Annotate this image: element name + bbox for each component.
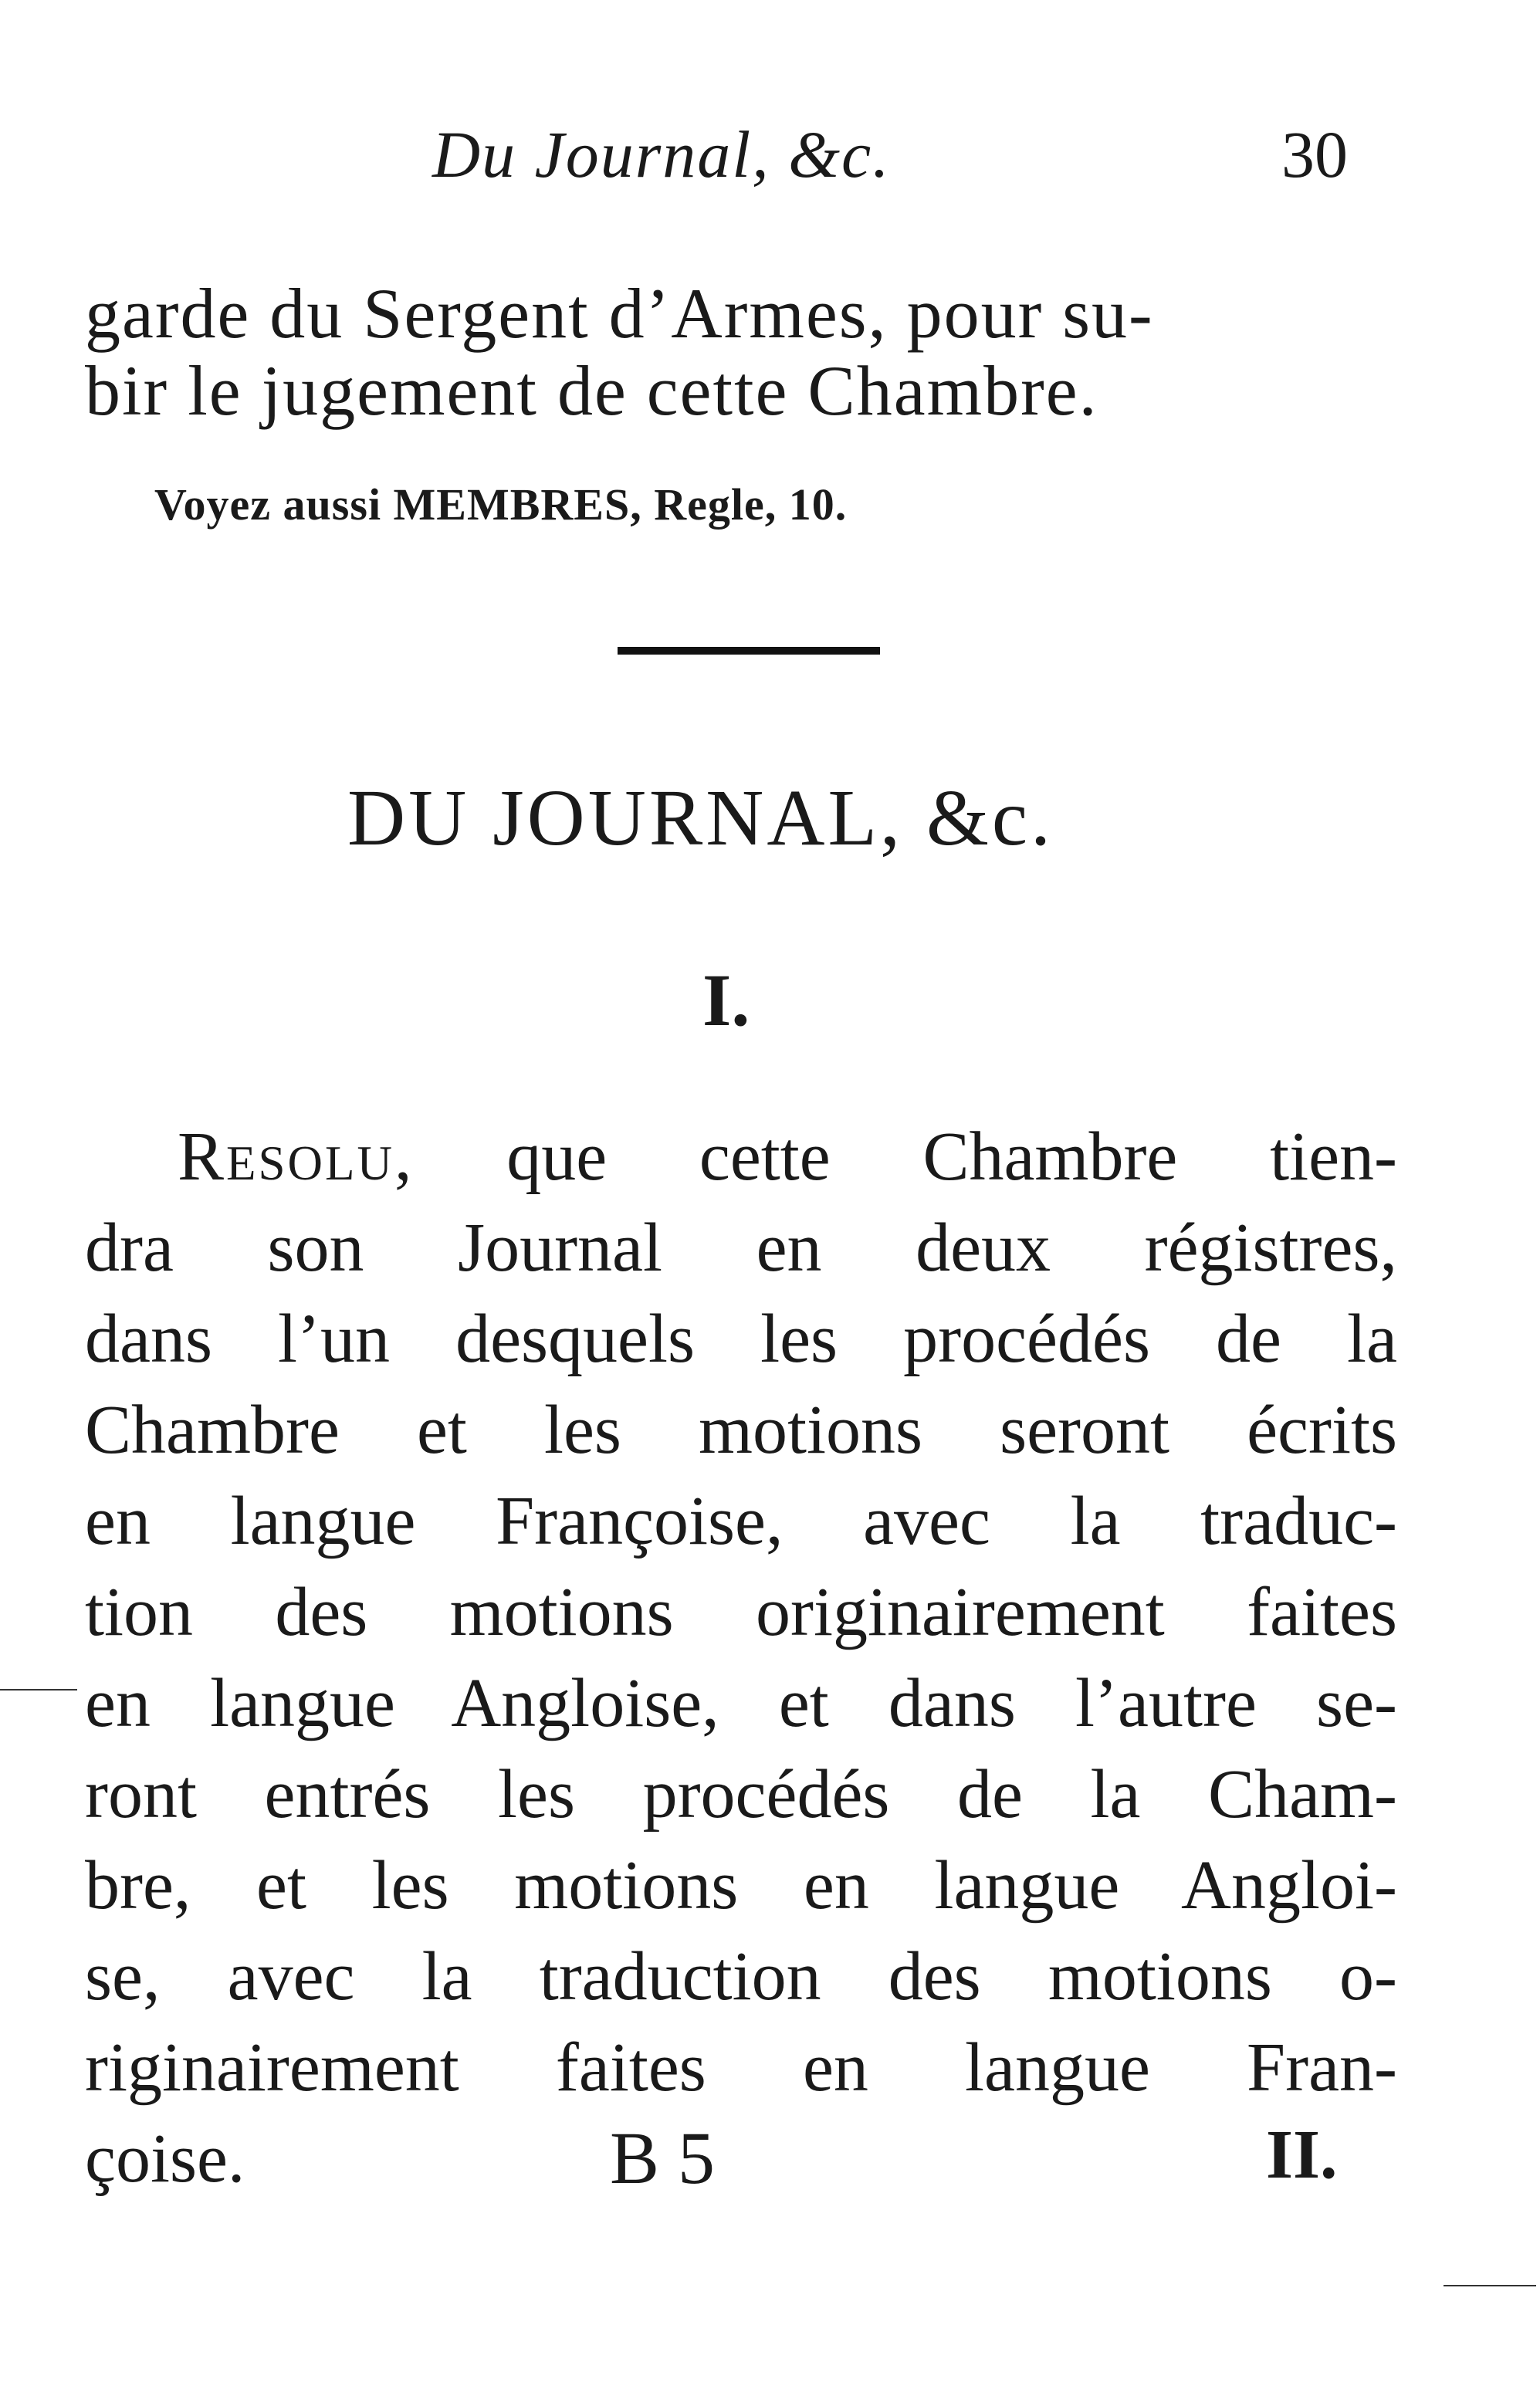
page-number: 30	[1281, 117, 1348, 191]
section-divider	[618, 647, 880, 655]
continuation-line: bir le jugement de cette Chambre.	[85, 351, 1098, 430]
section-title: DU JOURNAL, &c.	[347, 773, 1054, 862]
article-line: en langue Françoise, avec la traduc-	[85, 1483, 1397, 1559]
article-line: riginairement faites en langue Fran-	[85, 2029, 1397, 2106]
article-line: Resolu, que cette Chambre tien-	[178, 1119, 1397, 1195]
article-line: ront entrés les procédés de la Cham-	[85, 1756, 1397, 1833]
article-line: dans l’un desquels les procédés de la	[85, 1301, 1397, 1377]
cross-reference: Voyez aussi MEMBRES, Regle, 10.	[154, 479, 848, 530]
continuation-line: garde du Sergent d’Armes, pour su-	[85, 274, 1154, 353]
article-lead-word: Resolu,	[178, 1119, 415, 1195]
margin-mark	[1444, 2285, 1536, 2286]
article-line: en langue Angloise, et dans l’autre se-	[85, 1665, 1397, 1741]
article-line: Chambre et les motions seront écrits	[85, 1392, 1397, 1468]
article-line: se, avec la traduction des motions o-	[85, 1938, 1397, 2015]
article-line: bre, et les motions en langue Angloi-	[85, 1847, 1397, 1924]
margin-mark	[0, 1689, 77, 1691]
article-number: I.	[702, 959, 750, 1041]
running-head: Du Journal, &c.	[432, 117, 891, 191]
article-line: tion des motions originairement faites	[85, 1574, 1397, 1650]
article-text	[85, 1112, 1397, 2205]
article-line: dra son Journal en deux régistres,	[85, 1210, 1397, 1286]
article-line: çoise.	[85, 2120, 245, 2197]
catchword: II.	[1266, 2117, 1338, 2193]
signature-mark: B 5	[610, 2117, 716, 2199]
